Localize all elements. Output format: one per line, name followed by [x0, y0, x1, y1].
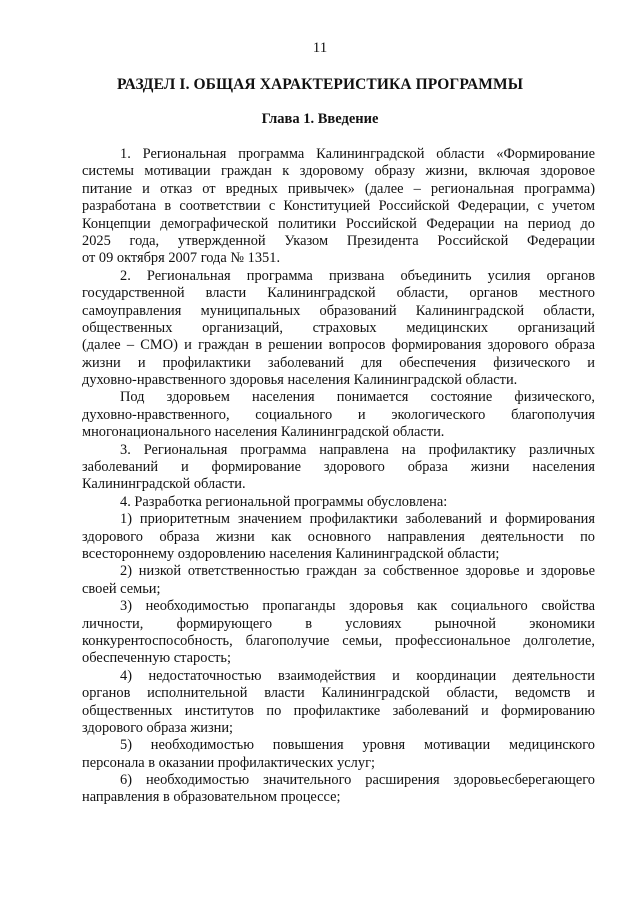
paragraph-line: системы мотивации граждан к здоровому образу жизни, включая здоровое	[82, 163, 595, 180]
paragraph-line: общественных организаций, страховых медицинских организаций	[82, 319, 595, 336]
paragraph-line: 2) низкой ответственностью граждан за собственное здоровье и здоровье	[120, 563, 595, 580]
paragraph-line: (далее – СМО) и граждан в решении вопросов формирования здорового образа	[82, 337, 595, 354]
paragraph-line: органов исполнительной власти Калининградской области, ведомств и	[82, 685, 595, 702]
paragraph-line: 1. Региональная программа Калининградской области «Формирование	[120, 146, 595, 162]
paragraph-line: здорового образа жизни;	[82, 719, 234, 736]
paragraph	[82, 442, 595, 494]
paragraph-line: общественных институтов по профилактике заболеваний и формированию	[82, 702, 595, 719]
paragraph-line: Под здоровьем населения понимается состояние физического,	[120, 389, 595, 406]
paragraph	[82, 668, 595, 738]
body-text	[82, 146, 595, 807]
paragraph	[82, 389, 595, 441]
paragraph-line: Концепции демографической политики Российской Федерации на период до	[82, 215, 595, 232]
paragraph-line: направления в образовательном процессе;	[82, 789, 341, 806]
paragraph	[82, 737, 595, 772]
paragraph-line: заболеваний и формирование здорового образа жизни населения	[82, 459, 595, 476]
paragraph-line: 3. Региональная программа направлена на профилактику различных	[120, 441, 595, 458]
paragraph-line: своей семьи;	[82, 580, 161, 597]
paragraph-line: питание и отказ от вредных привычек» (далее – региональная программа)	[82, 180, 595, 197]
section-title: РАЗДЕЛ I. ОБЩАЯ ХАРАКТЕРИСТИКА ПРОГРАММЫ	[116, 76, 524, 93]
paragraph	[82, 268, 595, 390]
paragraph	[82, 563, 595, 598]
paragraph-line: 4. Разработка региональной программы обусловлена:	[120, 493, 448, 510]
paragraph-line: 5) необходимостью повышения уровня мотивации медицинского	[120, 737, 595, 754]
paragraph-line: конкурентоспособность, благополучие семьи, профессиональное долголетие,	[82, 632, 595, 649]
chapter-title: Глава 1. Введение	[261, 111, 379, 127]
paragraph-line: духовно-нравственного здоровья населения Калининградской области.	[82, 372, 518, 389]
paragraph-line: разработана в соответствии с Конституцией Российской Федерации, с учетом	[82, 198, 595, 215]
paragraph-line: самоуправления муниципальных образований Калининградской области,	[82, 302, 595, 319]
paragraph-line: 2. Региональная программа призвана объединить усилия органов	[120, 267, 595, 284]
paragraph-line: от 09 октября 2007 года № 1351.	[82, 250, 281, 267]
paragraph-line: персонала в оказании профилактических услуг;	[82, 754, 375, 771]
paragraph-line: жизни и профилактики заболеваний для обеспечения физического и	[82, 354, 595, 371]
paragraph-line: 4) недостаточностью взаимодействия и координации деятельности	[120, 667, 595, 684]
page-number: 11	[312, 40, 328, 56]
paragraph-line: государственной власти Калининградской области, органов местного	[82, 285, 595, 302]
paragraph	[82, 511, 595, 563]
paragraph-line: многонационального населения Калининградской области.	[82, 424, 445, 441]
paragraph-line: 6) необходимостью значительного расширения здоровьесберегающего	[120, 772, 595, 789]
paragraph	[82, 772, 595, 807]
paragraph-line: всестороннему оздоровлению населения Калининградской области;	[82, 545, 500, 562]
paragraph-line: 3) необходимостью пропаганды здоровья как социального свойства	[120, 598, 595, 615]
paragraph	[82, 494, 595, 511]
paragraph-line: 2025 года, утвержденной Указом Президента Российской Федерации	[82, 232, 595, 249]
paragraph-line: здорового образа жизни как основного направления деятельности по	[82, 528, 595, 545]
paragraph-line: 1) приоритетным значением профилактики заболеваний и формирования	[120, 511, 595, 528]
paragraph-line: обеспеченную старость;	[82, 650, 231, 667]
paragraph	[82, 598, 595, 668]
paragraph-line: личности, формирующего в условиях рыночной экономики	[82, 615, 595, 632]
paragraph	[82, 146, 595, 268]
paragraph-line: духовно-нравственного, социального и экологического благополучия	[82, 406, 595, 423]
paragraph-line: Калининградской области.	[82, 476, 246, 493]
